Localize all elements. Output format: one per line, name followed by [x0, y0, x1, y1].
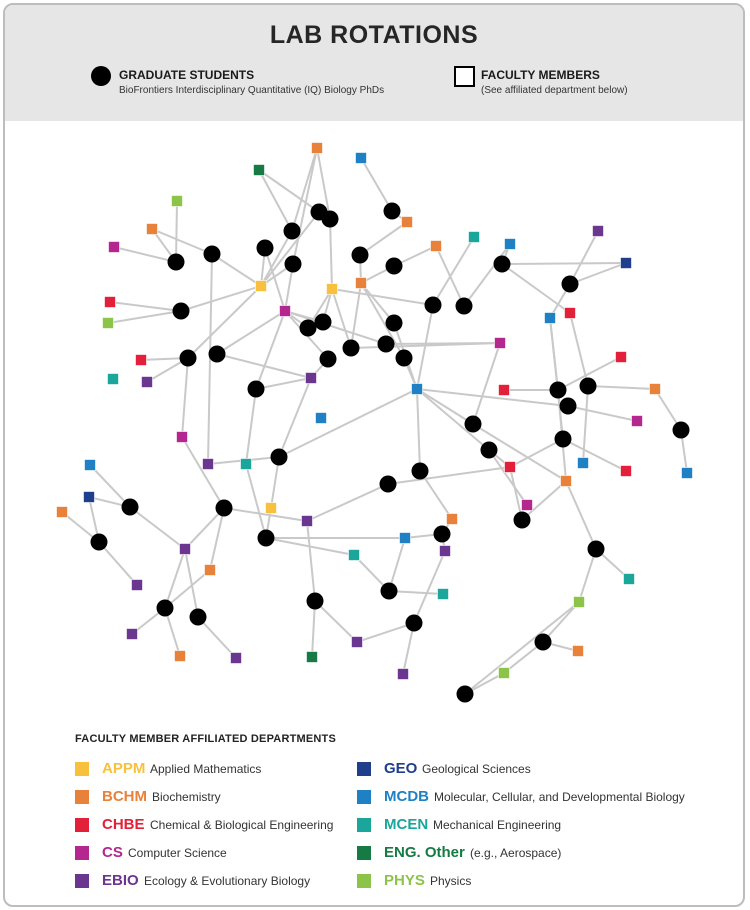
faculty-node-bchm [573, 646, 584, 657]
faculty-node-chbe [136, 355, 147, 366]
faculty-node-ebio [132, 580, 143, 591]
rotation-edge [417, 305, 433, 389]
faculty-node-chbe [621, 466, 632, 477]
department-swatch [75, 762, 89, 776]
faculty-node-chbe [105, 297, 116, 308]
rotation-edge [246, 464, 266, 538]
department-code: CHBE [102, 816, 145, 833]
faculty-member-legend-sublabel: (See affiliated department below) [481, 85, 628, 96]
graduate-student-node [122, 499, 139, 516]
faculty-node-mcen [438, 589, 449, 600]
faculty-node-ebio [398, 669, 409, 680]
graduate-student-node [550, 382, 567, 399]
faculty-node-mcen [624, 574, 635, 585]
graduate-student-node [384, 203, 401, 220]
rotation-edge [307, 521, 315, 601]
rotation-edge [417, 389, 420, 471]
graduate-student-node [425, 297, 442, 314]
faculty-node-bchm [650, 384, 661, 395]
faculty-node-appm [256, 281, 267, 292]
rotation-edge [436, 246, 464, 306]
graduate-student-node [396, 350, 413, 367]
faculty-node-ebio [593, 226, 604, 237]
graduate-student-node [320, 351, 337, 368]
rotation-edge [182, 437, 224, 508]
faculty-node-cs [632, 416, 643, 427]
graduate-student-node [535, 634, 552, 651]
rotation-edge [315, 601, 357, 642]
rotation-edge [212, 254, 261, 286]
graduate-student-node [386, 258, 403, 275]
rotation-edge [210, 508, 224, 570]
faculty-node-mcen [108, 374, 119, 385]
rotation-edge [563, 439, 626, 471]
rotation-edge [256, 311, 285, 389]
graduate-student-node [168, 254, 185, 271]
graduate-student-node [322, 211, 339, 228]
department-code: ENG. Other [384, 844, 465, 861]
graduate-student-node [494, 256, 511, 273]
faculty-node-bchm [402, 217, 413, 228]
graduate-student-node [315, 314, 332, 331]
graduate-student-node [381, 583, 398, 600]
department-code: PHYS [384, 872, 425, 889]
graduate-student-node [434, 526, 451, 543]
graduate-student-node [284, 223, 301, 240]
rotation-edge [110, 302, 181, 311]
faculty-node-mcen [241, 459, 252, 470]
faculty-node-mcdb [85, 460, 96, 471]
faculty-node-mcdb [545, 313, 556, 324]
graduate-student-node [209, 346, 226, 363]
faculty-node-phys [172, 196, 183, 207]
rotation-edge [465, 602, 579, 694]
graduate-student-node [258, 530, 275, 547]
faculty-node-eng [254, 165, 265, 176]
rotation-edge [99, 542, 137, 585]
faculty-node-chbe [616, 352, 627, 363]
graduate-student-node [248, 381, 265, 398]
department-name: Molecular, Cellular, and Developmental Biology [434, 790, 685, 804]
faculty-node-cs [280, 306, 291, 317]
graduate-student-node [173, 303, 190, 320]
rotation-edge [489, 450, 527, 505]
rotation-edge [130, 507, 185, 549]
graduate-student-node [378, 336, 395, 353]
graduate-student-node [412, 463, 429, 480]
graduate-student-node [380, 476, 397, 493]
graduate-student-legend-sublabel: BioFrontiers Interdisciplinary Quantitative (IQ) Biology PhDs [119, 85, 385, 96]
graduate-student-node [91, 534, 108, 551]
lab-rotations-card [3, 3, 745, 907]
graduate-student-node [204, 246, 221, 263]
graduate-student-node [555, 431, 572, 448]
department-swatch [75, 846, 89, 860]
faculty-node-ebio [127, 629, 138, 640]
rotation-edge [570, 313, 588, 386]
graduate-student-node [562, 276, 579, 293]
faculty-node-mcdb [682, 468, 693, 479]
graduate-student-node [157, 600, 174, 617]
rotation-edge [361, 158, 392, 211]
faculty-node-mcen [469, 232, 480, 243]
graduate-student-node [285, 256, 302, 273]
faculty-node-mcdb [505, 239, 516, 250]
graduate-student-legend-label: GRADUATE STUDENTS [119, 68, 255, 82]
faculty-node-cs [109, 242, 120, 253]
graduate-student-node [352, 247, 369, 264]
faculty-node-mcen [349, 550, 360, 561]
graduate-student-node [560, 398, 577, 415]
rotation-edge [307, 484, 388, 521]
department-name: Ecology & Evolutionary Biology [144, 874, 311, 888]
graduate-student-node [580, 378, 597, 395]
faculty-node-ebio [440, 546, 451, 557]
department-name: Applied Mathematics [150, 762, 262, 776]
graduate-student-node [481, 442, 498, 459]
department-name: Mechanical Engineering [433, 818, 562, 832]
faculty-node-mcdb [356, 153, 367, 164]
department-name: (e.g., Aerospace) [470, 846, 562, 860]
faculty-node-bchm [147, 224, 158, 235]
faculty-node-mcdb [412, 384, 423, 395]
rotation-edge [568, 406, 637, 421]
graduate-student-node [307, 593, 324, 610]
faculty-node-ebio [203, 459, 214, 470]
faculty-node-cs [177, 432, 188, 443]
rotation-edge [182, 358, 188, 437]
department-name: Computer Science [128, 846, 227, 860]
department-code: APPM [102, 760, 146, 777]
graduate-student-node [406, 615, 423, 632]
rotation-edge [259, 170, 292, 231]
rotation-edge [330, 219, 332, 289]
rotation-edge [550, 318, 563, 439]
rotation-edge [473, 343, 500, 424]
department-swatch [357, 790, 371, 804]
graduate-student-node [457, 686, 474, 703]
department-name: Chemical & Biological Engineering [150, 818, 334, 832]
faculty-node-bchm [205, 565, 216, 576]
faculty-node-phys [103, 318, 114, 329]
faculty-node-ebio [142, 377, 153, 388]
rotation-edge [502, 264, 570, 313]
graduate-student-node [588, 541, 605, 558]
department-code: MCDB [384, 788, 429, 805]
rotation-edge [108, 311, 181, 323]
faculty-node-ebio [231, 653, 242, 664]
faculty-node-bchm [57, 507, 68, 518]
department-swatch [75, 874, 89, 888]
faculty-node-bchm [356, 278, 367, 289]
rotation-edge [332, 289, 351, 348]
graduate-student-node [514, 512, 531, 529]
faculty-node-cs [522, 500, 533, 511]
student-nodes [91, 203, 690, 703]
faculty-node-mcdb [316, 413, 327, 424]
department-name: Physics [430, 874, 472, 888]
faculty-node-phys [574, 597, 585, 608]
faculty-node-geo [621, 258, 632, 269]
rotation-edge [90, 465, 130, 507]
graduate-student-node [257, 240, 274, 257]
graduate-student-node [343, 340, 360, 357]
rotation-edge [332, 289, 433, 305]
faculty-node-bchm [312, 143, 323, 154]
faculty-node-eng [307, 652, 318, 663]
faculty-node-ebio [180, 544, 191, 555]
department-swatch [75, 790, 89, 804]
department-code: GEO [384, 760, 418, 777]
graduate-student-node [465, 416, 482, 433]
rotation-edge [279, 378, 311, 457]
faculty-node-appm [327, 284, 338, 295]
faculty-node-cs [495, 338, 506, 349]
rotation-edge [217, 311, 285, 354]
faculty-node-ebio [306, 373, 317, 384]
faculty-node-bchm [447, 514, 458, 525]
graduate-student-node [300, 320, 317, 337]
rotation-edge [265, 248, 285, 311]
graduate-student-node [386, 315, 403, 332]
rotation-edge [388, 467, 510, 484]
graduate-student-node [180, 350, 197, 367]
rotation-edge [176, 201, 177, 262]
department-code: MCEN [384, 816, 429, 833]
faculty-node-bchm [561, 476, 572, 487]
faculty-node-chbe [505, 462, 516, 473]
faculty-node-mcdb [578, 458, 589, 469]
department-swatch [75, 818, 89, 832]
department-swatch [357, 874, 371, 888]
rotation-edge [414, 551, 445, 623]
faculty-node-chbe [499, 385, 510, 396]
graduate-student-node [190, 609, 207, 626]
faculty-member-legend-label: FACULTY MEMBERS [481, 68, 600, 82]
rotation-edge [502, 263, 626, 264]
graduate-student-node [216, 500, 233, 517]
faculty-node-bchm [175, 651, 186, 662]
department-code: CS [102, 844, 123, 861]
department-name: Geological Sciences [422, 762, 531, 776]
faculty-node-ebio [302, 516, 313, 527]
department-name: Biochemistry [152, 790, 221, 804]
rotation-edge [246, 389, 256, 464]
department-swatch [357, 818, 371, 832]
rotation-edge [357, 623, 414, 642]
graduate-student-node [271, 449, 288, 466]
faculty-node-phys [499, 668, 510, 679]
rotation-edge [360, 222, 407, 255]
faculty-node-chbe [565, 308, 576, 319]
faculty-node-mcdb [400, 533, 411, 544]
faculty-node-bchm [431, 241, 442, 252]
graduate-student-node [673, 422, 690, 439]
department-code: BCHM [102, 788, 147, 805]
department-swatch [357, 846, 371, 860]
department-code: EBIO [102, 872, 139, 889]
department-swatch [357, 762, 371, 776]
page-title: LAB ROTATIONS [269, 21, 479, 49]
rotation-edge [464, 244, 510, 306]
rotation-edge [259, 170, 319, 212]
rotation-edge [279, 389, 417, 457]
faculty-node-geo [84, 492, 95, 503]
faculty-node-ebio [352, 637, 363, 648]
rotation-edge [588, 386, 655, 389]
faculty-node-appm [266, 503, 277, 514]
graduate-student-node [456, 298, 473, 315]
departments-heading: FACULTY MEMBER AFFILIATED DEPARTMENTS [75, 733, 337, 745]
rotation-edge [566, 481, 596, 549]
